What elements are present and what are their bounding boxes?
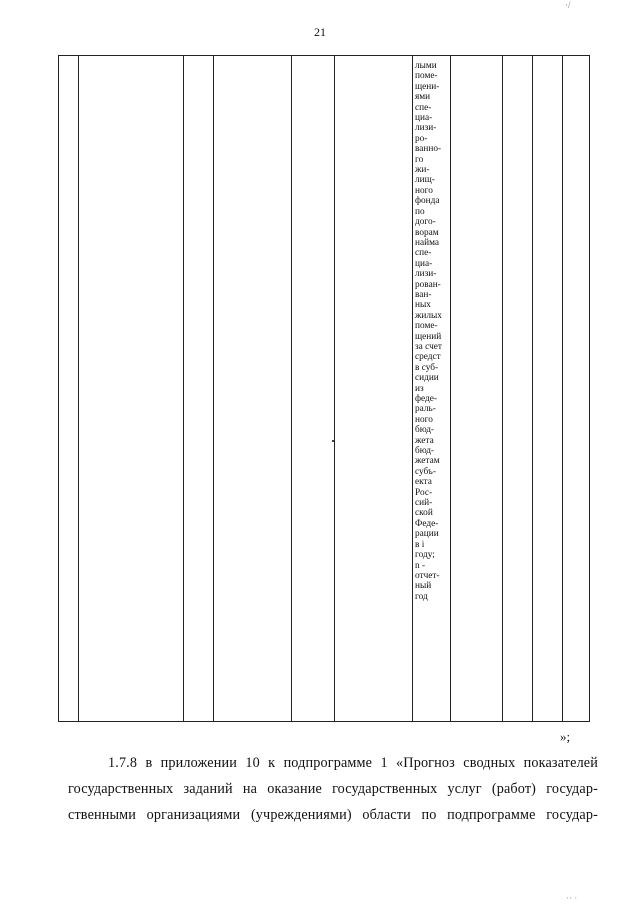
cell-text-line: отчет-	[415, 570, 440, 581]
cell-text-line: рации	[415, 529, 439, 540]
cell-text-line: бюд-	[415, 446, 435, 457]
corner-scan-mark: ·/	[565, 0, 571, 10]
table-continuation	[58, 55, 590, 722]
cell-text-line: спе-	[415, 102, 432, 113]
table-column-divider	[334, 56, 335, 721]
table-column-divider	[532, 56, 533, 721]
cell-text-line: жета	[415, 435, 434, 446]
cell-text-line: щений	[415, 331, 442, 342]
cell-text-line: в суб-	[415, 362, 439, 373]
paragraph-line: государственных заданий на оказание государственных услуг (работ) государ-	[68, 781, 598, 797]
cell-text-line: году;	[415, 550, 435, 561]
cell-text-line: Феде-	[415, 518, 439, 529]
corner-scan-mark-bottom: ·· ·	[566, 893, 578, 903]
cell-text-line: феде-	[415, 394, 437, 404]
cell-text-line: раль-	[415, 404, 436, 415]
cell-text-line: щени-	[415, 81, 440, 92]
cell-text-line: поме-	[415, 321, 438, 332]
cell-text-line: субъ-	[415, 466, 436, 477]
cell-text-line: сидии	[415, 373, 439, 384]
cell-text-line: ного	[415, 414, 433, 425]
cell-text-line: из	[415, 383, 424, 394]
cell-text-line: лищ-	[415, 175, 435, 186]
cell-text-line: год	[415, 591, 428, 602]
cell-text-line: найма	[415, 237, 440, 248]
cell-text-line: ями	[415, 92, 431, 103]
table-column-divider	[502, 56, 503, 721]
cell-text-line: лизи-	[415, 123, 437, 134]
cell-text-line: n -	[415, 560, 426, 571]
cell-text-line: средст	[415, 352, 441, 363]
cell-text-line: лыми	[415, 61, 437, 71]
paragraph-line: ственными организациями (учреждениями) области по подпрограмме государ-	[68, 807, 598, 823]
table-column-divider	[291, 56, 292, 721]
cell-text-line: по	[415, 206, 425, 217]
cell-text-line: рован-	[415, 279, 441, 290]
table-column-divider	[412, 56, 413, 721]
cell-text-line: ворам	[415, 227, 439, 238]
page-number: 21	[314, 25, 326, 39]
cell-text-line: жилых	[415, 310, 442, 321]
cell-text-line: ван-	[415, 289, 432, 300]
scan-speck	[332, 440, 334, 442]
cell-text-line: бюд-	[415, 425, 435, 436]
cell-text-line: в i	[415, 539, 425, 550]
cell-text-line: екта	[415, 477, 432, 488]
cell-text-line: ного	[415, 185, 433, 196]
cell-text-line: го	[415, 154, 424, 165]
cell-text-line: жи-	[415, 165, 430, 176]
cell-text-line: спе-	[415, 248, 432, 259]
cell-text-line: лизи-	[415, 269, 437, 280]
table-column-divider	[562, 56, 563, 721]
cell-text-line: ской	[415, 508, 433, 519]
paragraph-line: 1.7.8 в приложении 10 к подпрограмме 1 «Прогноз сводных показателей	[108, 755, 598, 771]
cell-text-line: ванно-	[415, 144, 442, 155]
table-cell-text	[415, 61, 451, 602]
cell-text-line: ных	[415, 300, 431, 311]
cell-text-line: жетам	[415, 456, 440, 467]
cell-text-line: Рос-	[415, 487, 433, 498]
cell-text-line: сий-	[415, 498, 433, 509]
cell-text-line: фонда	[415, 196, 440, 207]
table-border-left	[58, 56, 59, 721]
cell-text-line: ро-	[415, 133, 428, 144]
table-column-divider	[183, 56, 184, 721]
cell-text-line: циа-	[415, 113, 433, 124]
cell-text-line: ный	[415, 581, 432, 592]
table-column-divider	[78, 56, 79, 721]
cell-text-line: поме-	[415, 71, 438, 82]
table-column-divider	[213, 56, 214, 721]
table-border-right	[589, 56, 590, 721]
closing-quote: »;	[560, 729, 571, 744]
body-paragraph	[68, 750, 598, 828]
cell-text-line: дого-	[415, 217, 436, 228]
cell-text-line: за счет	[415, 341, 442, 352]
cell-text-line: циа-	[415, 258, 433, 269]
